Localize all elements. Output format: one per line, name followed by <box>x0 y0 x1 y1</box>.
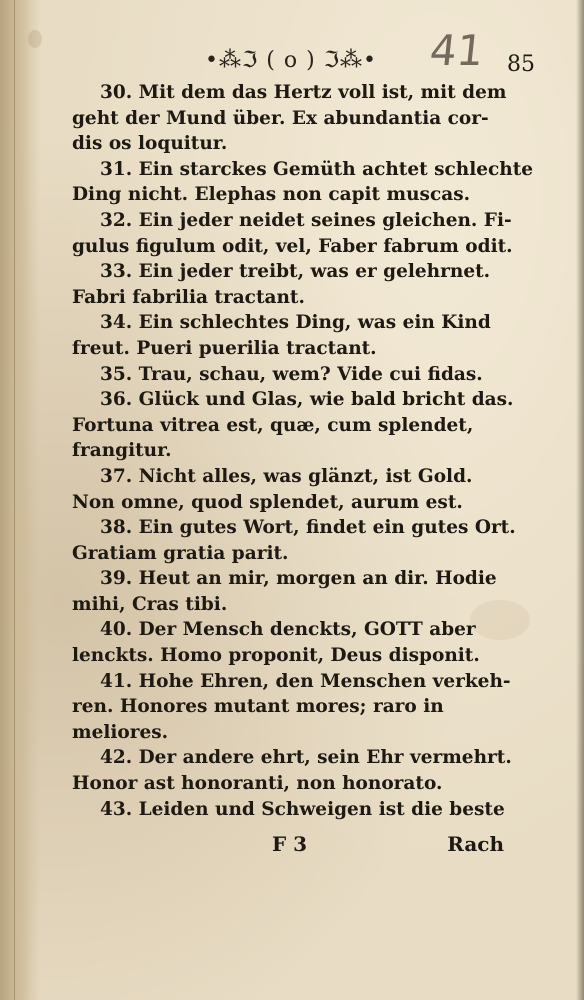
proverb-line: meliores. <box>72 721 169 743</box>
proverb-line: 43. Leiden und Schweigen ist die beste <box>100 798 505 820</box>
proverb-line: 38. Ein gutes Wort, findet ein gutes Ort. <box>100 517 516 539</box>
proverb-line: 42. Der andere ehrt, sein Ehr vermehrt. <box>100 747 512 769</box>
proverb-entry <box>72 157 534 208</box>
proverb-line: dis os loquitur. <box>72 133 228 155</box>
proverb-entry <box>72 259 534 310</box>
page-footer <box>72 832 534 862</box>
proverb-line: 32. Ein jeder neidet seines gleichen. Fi- <box>100 209 512 231</box>
proverb-line: 36. Glück und Glas, wie bald bricht das. <box>100 389 514 411</box>
page-number: 85 <box>507 52 535 77</box>
proverb-line: 33. Ein jeder treibt, was er gelehrnet. <box>100 261 491 283</box>
proverb-line: gulus figulum odit, vel, Faber fabrum odit. <box>72 235 513 257</box>
proverb-entry <box>72 80 534 157</box>
proverb-line: 34. Ein schlechtes Ding, was ein Kind <box>100 312 491 334</box>
proverb-line: 41. Hohe Ehren, den Menschen verkeh- <box>100 670 511 692</box>
proverb-line: 30. Mit dem das Hertz voll ist, mit dem <box>100 82 507 103</box>
proverb-line: frangitur. <box>72 440 172 462</box>
proverb-list <box>72 80 534 822</box>
proverb-entry <box>72 566 534 617</box>
proverb-line: lenckts. Homo proponit, Deus disponit. <box>72 645 480 667</box>
proverb-line: 39. Heut an mir, morgen an dir. Hodie <box>100 568 497 590</box>
proverb-line: mihi, Cras tibi. <box>72 593 228 615</box>
proverb-entry <box>72 387 534 464</box>
proverb-entry <box>72 515 534 566</box>
header-ornament: •⁂ℑ ( o ) ℑ⁂• <box>205 48 378 73</box>
proverb-line: 31. Ein starckes Gemüth achtet schlechte <box>100 158 534 180</box>
page-gutter <box>0 0 40 1000</box>
proverb-line: Fortuna vitrea est, quæ, cum splendet, <box>72 414 474 436</box>
handwritten-mark: 41 <box>427 26 487 75</box>
proverb-line: ren. Honores mutant mores; raro in <box>72 696 444 718</box>
proverb-line: 37. Nicht alles, was glänzt, ist Gold. <box>100 465 473 487</box>
proverb-line: 40. Der Mensch denckts, GOTT aber <box>100 619 476 641</box>
proverb-line: Gratiam gratia parit. <box>72 542 289 564</box>
proverb-entry <box>72 310 534 361</box>
proverb-line: Honor ast honoranti, non honorato. <box>72 773 443 795</box>
proverb-entry <box>72 745 534 796</box>
proverb-line: Non omne, quod splendet, aurum est. <box>72 491 463 513</box>
proverb-line: freut. Pueri puerilia tractant. <box>72 337 377 359</box>
proverb-entry <box>72 617 534 668</box>
page-edge-shadow <box>576 0 584 1000</box>
paper-stain <box>28 30 42 48</box>
proverb-entry <box>72 362 534 388</box>
proverb-line: Ding nicht. Elephas non capit muscas. <box>72 184 471 206</box>
proverb-line: 35. Trau, schau, wem? Vide cui fidas. <box>100 363 483 385</box>
proverb-line: Fabri fabrilia tractant. <box>72 286 305 308</box>
signature-mark: F 3 <box>272 832 308 856</box>
proverb-line: geht der Mund über. Ex abundantia cor- <box>72 107 489 129</box>
proverb-entry <box>72 669 534 746</box>
gutter-fold-line <box>14 0 15 1000</box>
catchword: Rach <box>447 832 504 856</box>
proverb-entry <box>72 208 534 259</box>
proverb-entry <box>72 464 534 515</box>
proverb-entry <box>72 797 534 823</box>
